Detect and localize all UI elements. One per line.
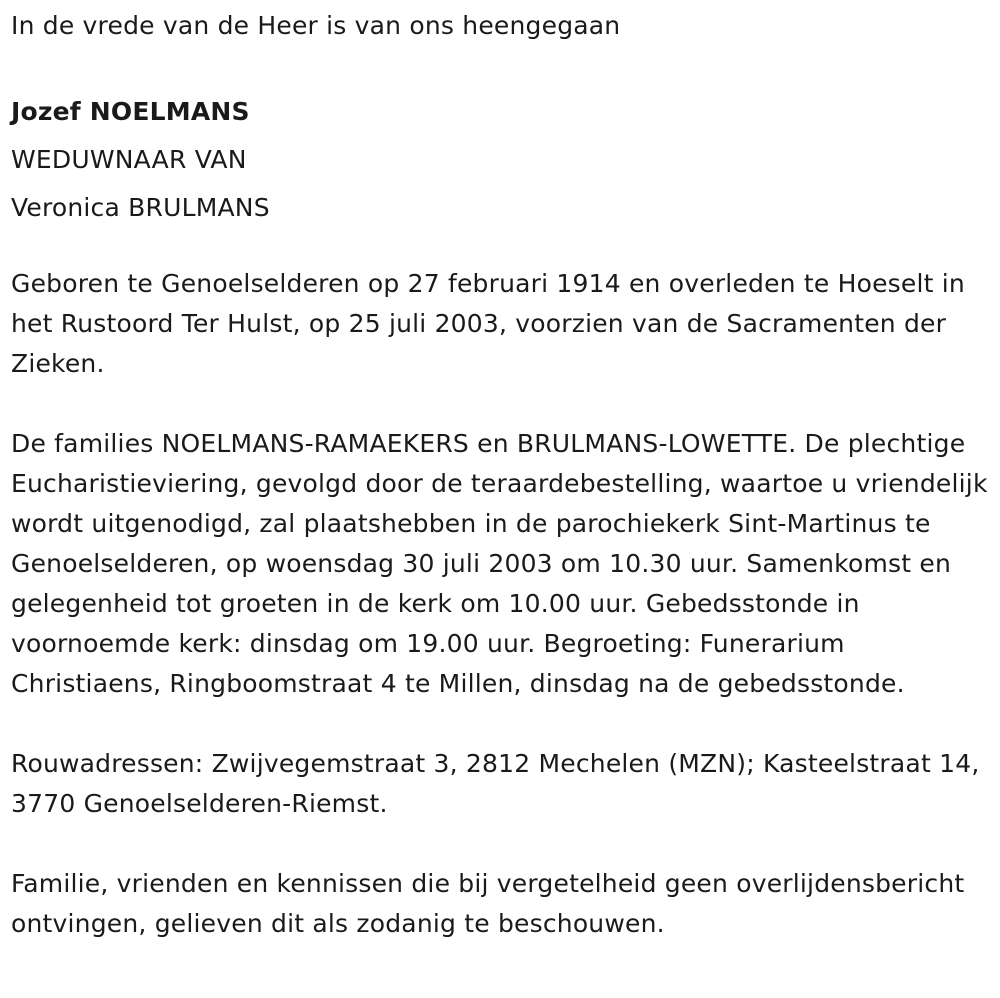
spouse-name: Veronica BRULMANS	[11, 193, 270, 222]
deceased-name: Jozef NOELMANS	[11, 97, 250, 126]
deceased-block	[11, 88, 990, 232]
notice-paragraph: Familie, vrienden en kennissen die bij vergetelheid geen overlijdensbericht ontvingen, gelieven dit als zodanig te beschouwen.	[11, 869, 965, 938]
intro-line: In de vrede van de Heer is van ons heengegaan	[11, 11, 621, 40]
ceremony-paragraph: De families NOELMANS-RAMAEKERS en BRULMANS-LOWETTE. De plechtige Eucharistieviering, gevolgd door de teraardebestelling, waartoe u vriendelijk wordt uitgenodigd, zal plaatshebben in de parochiekerk Sint-Martinus te Genoelselderen, op woensdag 30 juli 2003 om 10.30 uur. Samenkomst en gelegenheid tot groeten in de kerk om 10.00 uur. Gebedsstonde in voornoemde kerk: dinsdag om 19.00 uur. Begroeting: Funerarium Christiaens, Ringboomstraat 4 te Millen, dinsdag na de gebedsstonde.	[11, 429, 988, 698]
addresses-paragraph: Rouwadressen: Zwijvegemstraat 3, 2812 Mechelen (MZN); Kasteelstraat 14, 3770 Genoelselderen-Riemst.	[11, 749, 980, 818]
relation-label: WEDUWNAAR VAN	[11, 145, 247, 174]
birth-death-paragraph: Geboren te Genoelselderen op 27 februari 1914 en overleden te Hoeselt in het Rustoord Ter Hulst, op 25 juli 2003, voorzien van de Sacramenten der Zieken.	[11, 269, 965, 378]
